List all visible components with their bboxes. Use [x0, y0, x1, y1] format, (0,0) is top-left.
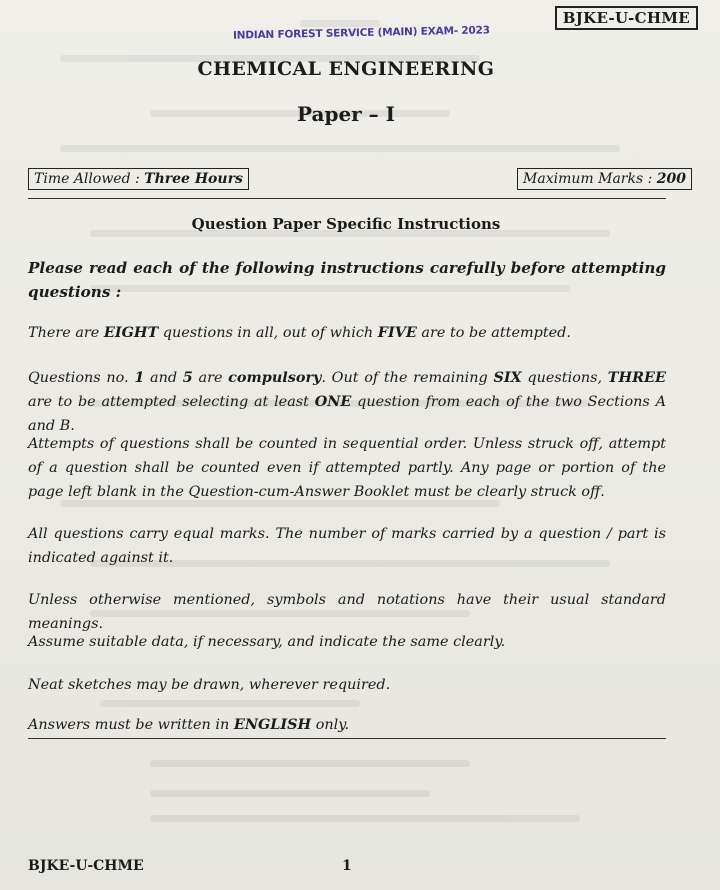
emphasis-six: SIX [493, 369, 522, 386]
instructions-title: Question Paper Specific Instructions [191, 215, 501, 233]
emphasis-compulsory: compulsory [228, 369, 322, 386]
text-run: are to be attempted selecting at least [28, 394, 315, 410]
time-allowed-box [28, 168, 249, 190]
text-run: only. [311, 717, 350, 733]
paper-number: Paper – I [297, 102, 395, 126]
subject-title: CHEMICAL ENGINEERING [197, 58, 495, 80]
emphasis-eight: EIGHT [103, 324, 159, 341]
emphasis-english: ENGLISH [233, 716, 312, 733]
emphasis-five: FIVE [377, 324, 417, 341]
top-divider [28, 198, 666, 199]
instruction-suitable-data: Assume suitable data, if necessary, and indicate the same clearly. [28, 634, 506, 650]
bottom-divider [28, 738, 666, 739]
handwritten-exam-note: INDIAN FOREST SERVICE (MAIN) EXAM- 2023 [232, 24, 490, 42]
time-allowed-label: Time Allowed : [34, 171, 145, 187]
text-run: question from each of the two Sections A and B. [28, 394, 666, 434]
text-run: Answers must be written in [28, 717, 234, 733]
paper-code-badge: BJKE-U-CHME [555, 6, 698, 30]
instruction-sequential-attempts: Attempts of questions shall be counted in sequential order. Unless struck off, attempt of a question shall be counted even if attempted partly. Any page or portion of the page left blank in the Question-cum-Answer Booklet must be clearly struck off. [28, 436, 666, 500]
time-allowed-value: Three Hours [144, 171, 243, 187]
instruction-question-count [28, 321, 666, 345]
instructions-lead: Please read each of the following instructions carefully before attempting questions : [28, 259, 666, 301]
emphasis-three: THREE [607, 369, 666, 386]
maximum-marks-box [517, 168, 692, 190]
text-run: are to be attempted. [416, 325, 571, 341]
text-run: questions, [521, 370, 608, 386]
emphasis-one-word: ONE [314, 393, 352, 410]
text-run: are [192, 370, 229, 386]
emphasis-one: 1 [134, 369, 145, 386]
instruction-symbols: Unless otherwise mentioned, symbols and notations have their usual standard meanings. [28, 592, 666, 632]
text-run: There are [28, 325, 104, 341]
text-run: Questions no. [28, 370, 135, 386]
text-run: questions in all, out of which [158, 325, 378, 341]
maximum-marks-label: Maximum Marks : [523, 171, 657, 187]
maximum-marks-value: 200 [656, 171, 686, 187]
page-number: 1 [342, 858, 352, 874]
instruction-sketches: Neat sketches may be drawn, wherever required. [28, 677, 391, 693]
text-run: . Out of the remaining [321, 370, 494, 386]
instruction-equal-marks: All questions carry equal marks. The number of marks carried by a question / part is indicated against it. [28, 526, 666, 566]
text-run: and [144, 370, 183, 386]
footer-paper-code: BJKE-U-CHME [28, 858, 144, 874]
instruction-language [28, 713, 666, 737]
instruction-compulsory [28, 366, 666, 438]
emphasis-five-num: 5 [182, 369, 193, 386]
